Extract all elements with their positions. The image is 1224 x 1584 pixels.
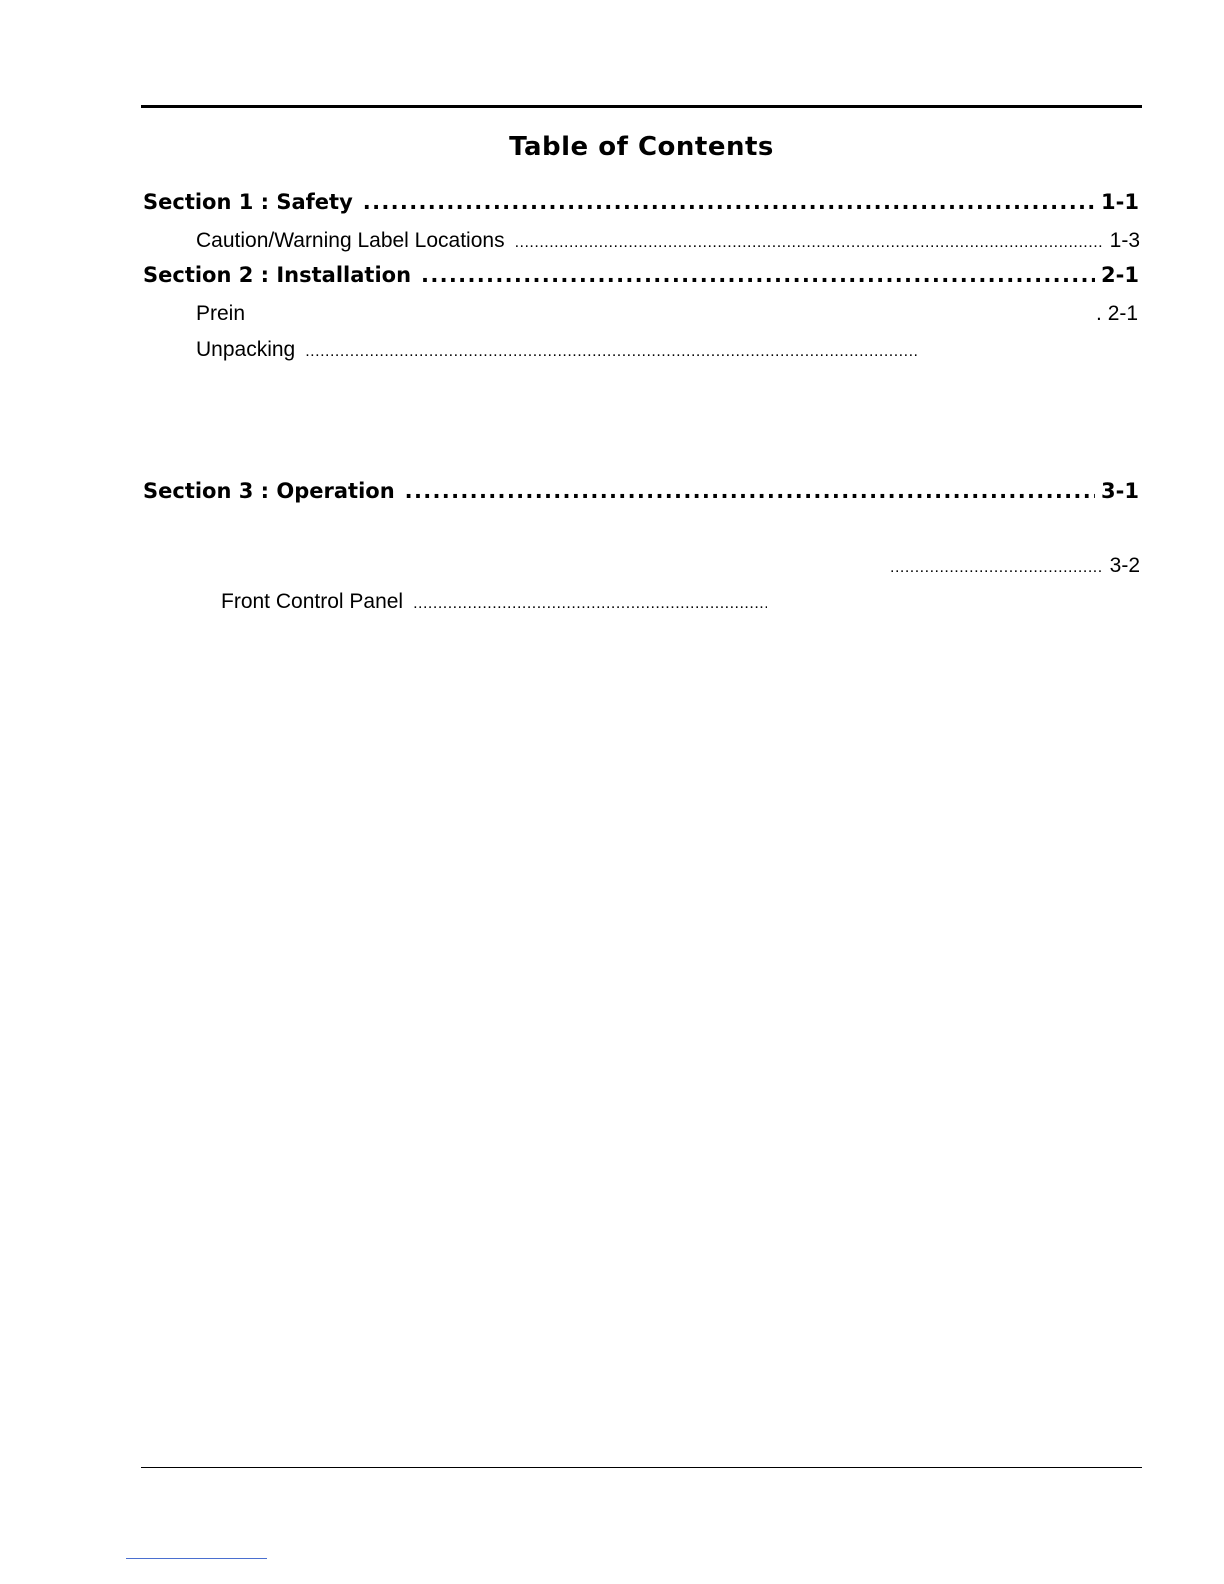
toc-entry-preinstall-page [1096, 302, 1138, 326]
toc-section-2-label: Section 2 : Installation [143, 263, 412, 287]
leader-dots [305, 338, 918, 362]
toc-section-1-label: Section 1 : Safety [143, 190, 353, 214]
toc-entry-preinstall-label[interactable]: Prein [196, 302, 246, 325]
toc-entry-orphan-page: 3-2 [1109, 554, 1140, 577]
toc-entry-front-control-panel-label: Front Control Panel [221, 590, 404, 613]
leader-dots [890, 554, 1104, 578]
toc-entry-orphan[interactable] [890, 554, 1140, 578]
toc-entry-preinstall-page-number: 2-1 [1107, 302, 1139, 325]
footer-rule [141, 1467, 1142, 1468]
leader-dots [413, 590, 767, 614]
leader-dots [363, 190, 1095, 214]
leader-dots [421, 263, 1095, 287]
toc-section-1-page: 1-1 [1101, 190, 1139, 214]
toc-section-2[interactable] [143, 263, 1139, 287]
toc-entry-caution-labels-page: 1-3 [1109, 229, 1140, 252]
toc-section-3-label: Section 3 : Operation [143, 479, 395, 503]
toc-entry-caution-labels[interactable] [196, 229, 1140, 253]
leader-dots [515, 229, 1104, 253]
toc-entry-front-control-panel[interactable] [221, 590, 773, 614]
leader-dot: . [1096, 302, 1102, 325]
footer-link-underline [126, 1558, 267, 1559]
toc-section-3[interactable] [143, 479, 1139, 503]
toc-section-1[interactable] [143, 190, 1139, 214]
header-rule [141, 105, 1142, 108]
toc-section-3-page: 3-1 [1101, 479, 1139, 503]
page-title: Table of Contents [509, 132, 774, 162]
toc-entry-unpacking[interactable] [196, 338, 924, 362]
toc-entry-unpacking-label: Unpacking [196, 338, 296, 361]
leader-dots [405, 479, 1095, 503]
toc-section-2-page: 2-1 [1101, 263, 1139, 287]
toc-entry-caution-labels-label: Caution/Warning Label Locations [196, 229, 505, 252]
